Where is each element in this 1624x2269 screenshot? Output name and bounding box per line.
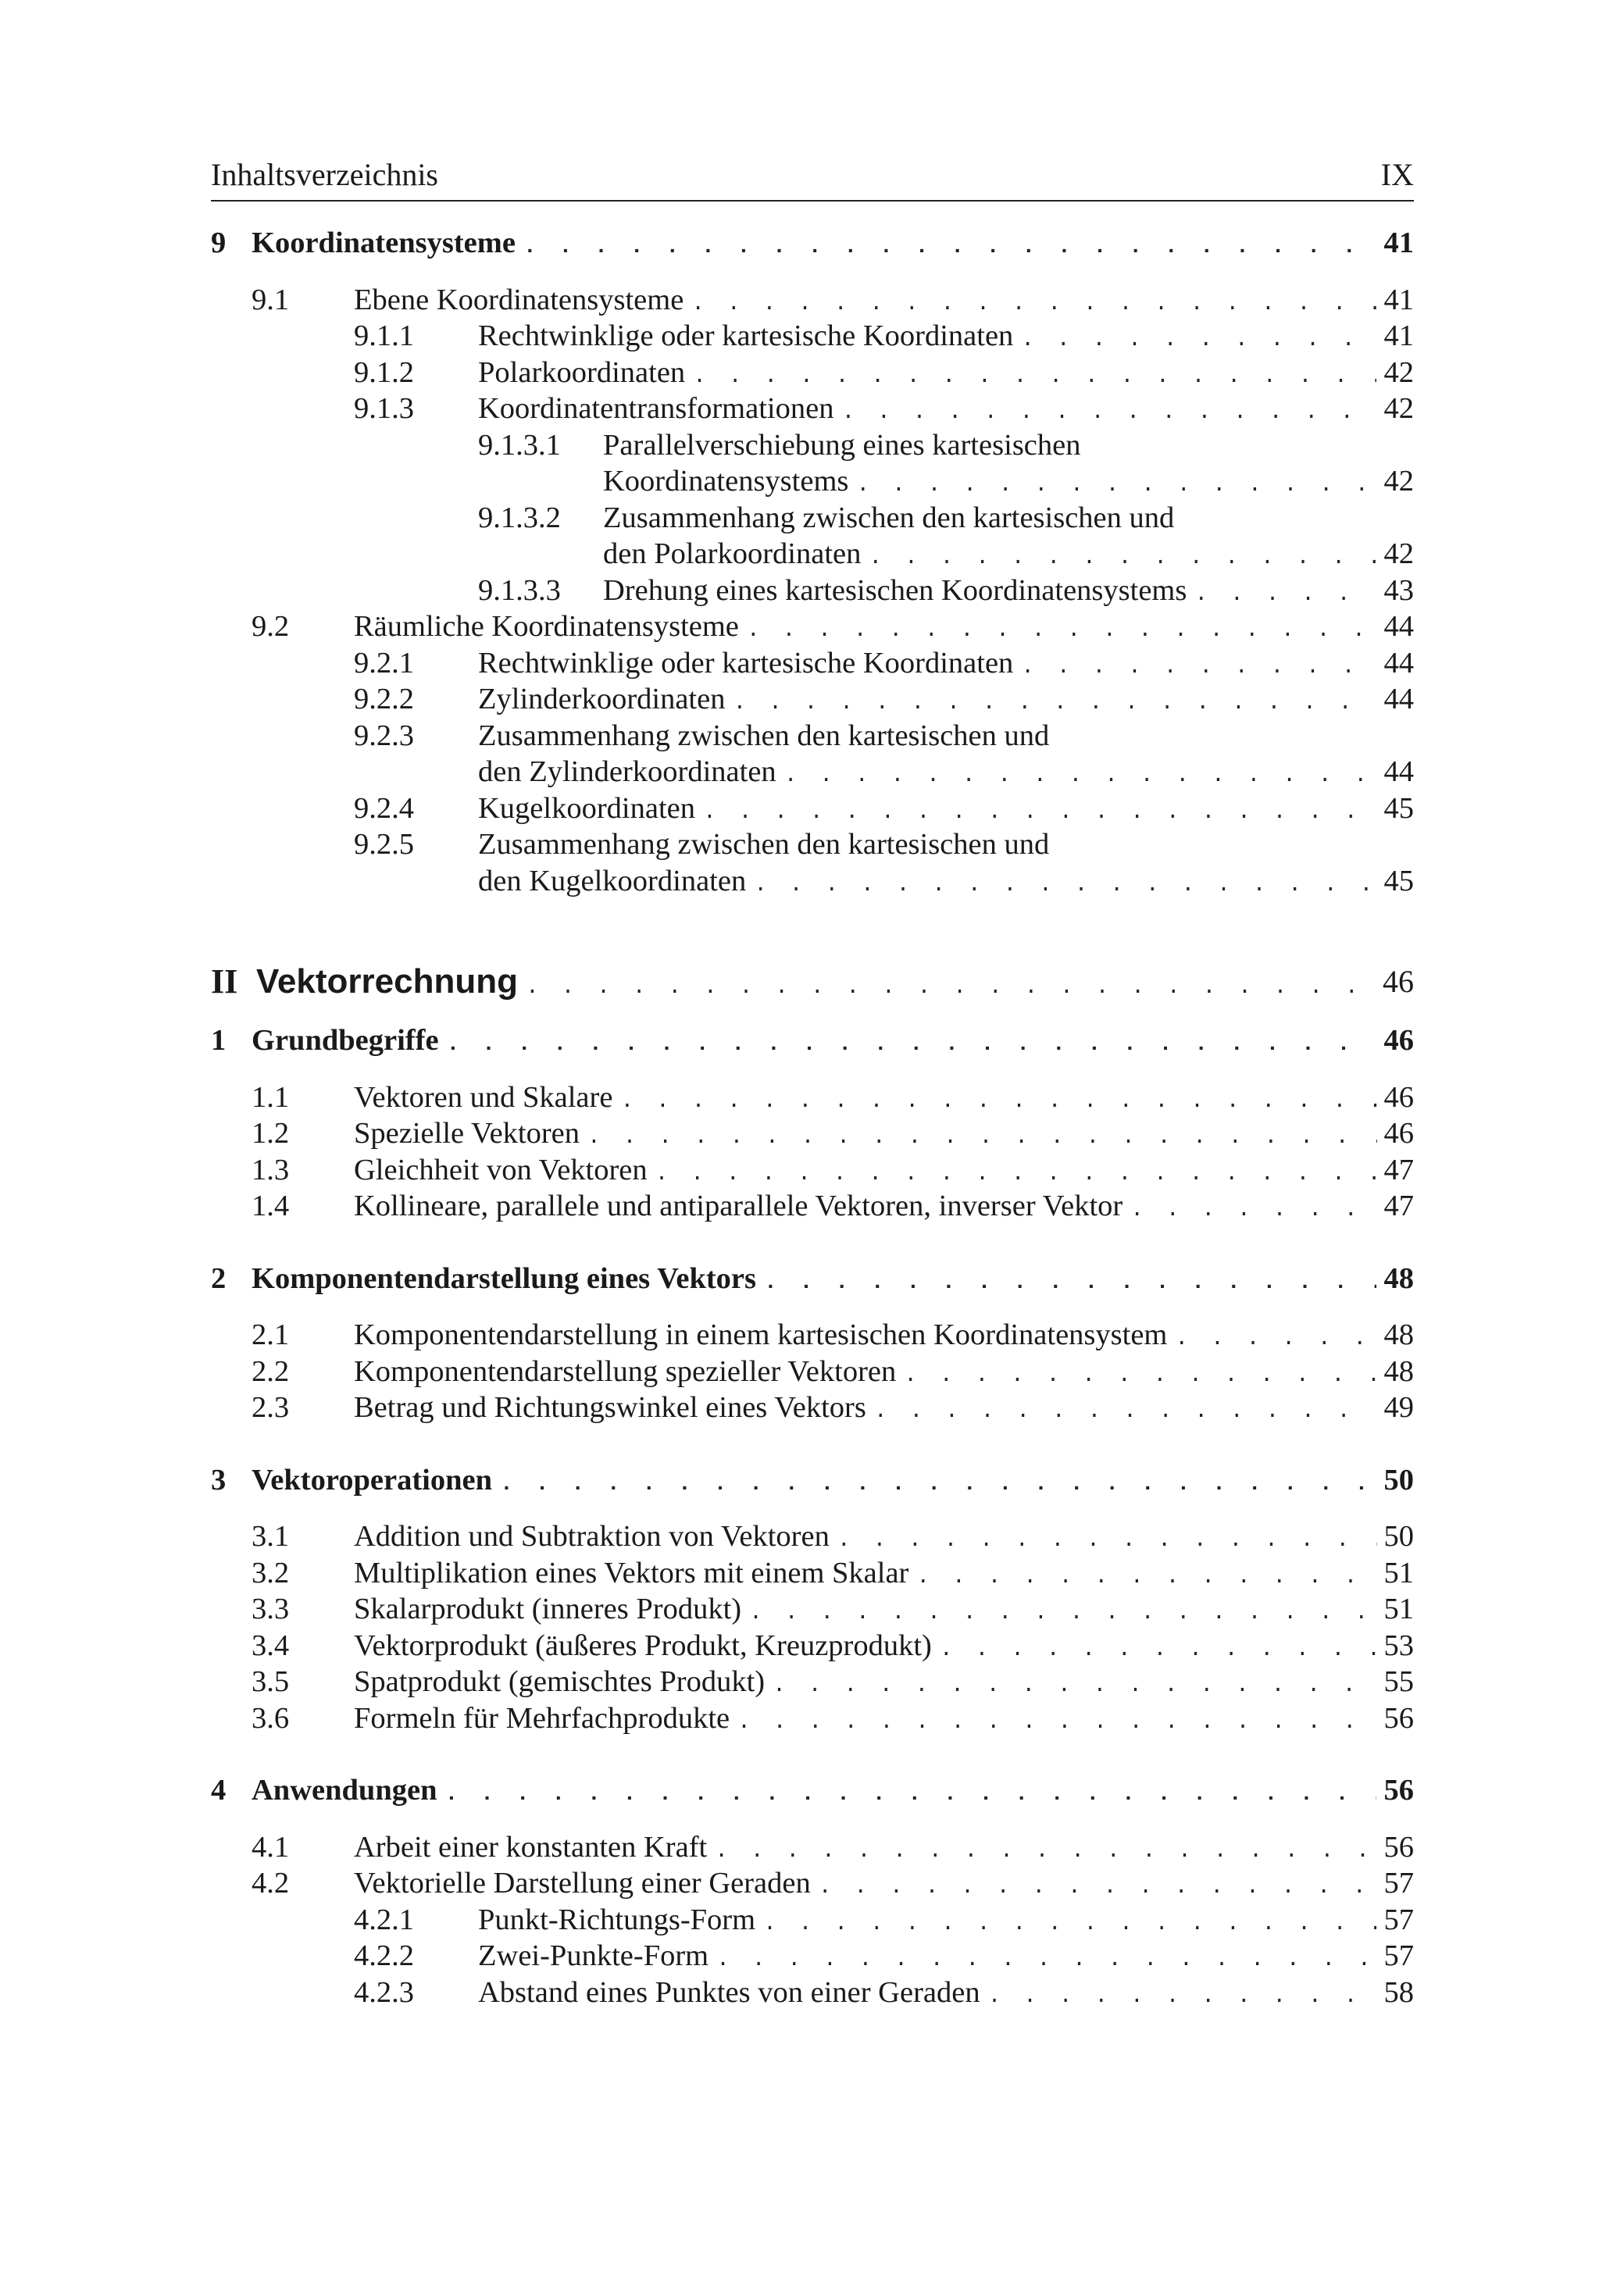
entry-number: 1.4 xyxy=(252,1190,290,1222)
dot-leader xyxy=(988,1979,1376,2016)
entry-title: Grundbegriffe xyxy=(252,1024,439,1057)
entry-number: 4.2 xyxy=(252,1867,290,1900)
entry-page: 48 xyxy=(1383,1354,1414,1388)
entry-page: 57 xyxy=(1383,1903,1414,1936)
entry-number: 3.2 xyxy=(252,1556,290,1589)
entry-number: 9.2 xyxy=(252,610,290,643)
entry-number: 4.2.3 xyxy=(354,1975,414,2009)
entry-title: Ebene Koordinatensysteme xyxy=(354,283,684,316)
entry-title: Koordinatentransformationen xyxy=(478,392,834,425)
toc-entry-chapter xyxy=(211,1261,1414,1297)
entry-page: 50 xyxy=(1383,1520,1414,1553)
entry-title: Rechtwinklige oder kartesische Koordinaten xyxy=(478,646,1014,680)
toc-entry-continuation xyxy=(211,863,1414,900)
entry-title: Zylinderkoordinaten xyxy=(478,683,726,715)
entry-number: 1.3 xyxy=(252,1153,290,1186)
entry-number: 4 xyxy=(211,1774,227,1807)
entry-title-continued: den Zylinderkoordinaten xyxy=(478,755,776,788)
entry-title: Formeln für Mehrfachprodukte xyxy=(354,1701,730,1735)
entry-number: 3.4 xyxy=(252,1629,290,1662)
dot-leader xyxy=(737,1705,1377,1742)
entry-number: 4.1 xyxy=(252,1830,290,1864)
entry-number: 4.2.1 xyxy=(354,1903,414,1936)
toc-entry-part xyxy=(211,961,1414,1002)
entry-number: 9.2.4 xyxy=(354,791,414,825)
entry-number: 2.2 xyxy=(252,1354,290,1388)
entry-title: Koordinatensysteme xyxy=(252,227,516,259)
entry-page: 51 xyxy=(1383,1556,1414,1589)
entry-page: 49 xyxy=(1383,1391,1414,1424)
entry-title: Skalarprodukt (inneres Produkt) xyxy=(354,1593,742,1625)
toc-entry-subsection xyxy=(211,1902,1414,1939)
entry-number: 9.1.3.3 xyxy=(478,573,561,607)
entry-title: Gleichheit von Vektoren xyxy=(354,1153,648,1186)
toc-entry-subsection xyxy=(211,1975,1414,2011)
entry-page: 46 xyxy=(1383,964,1414,999)
entry-title: Vektorielle Darstellung einer Geraden xyxy=(354,1867,811,1900)
toc-entry-section xyxy=(211,1079,1414,1116)
entry-page: 41 xyxy=(1383,319,1414,352)
entry-number: 9.2.1 xyxy=(354,646,414,680)
entry-number: 9.2.2 xyxy=(354,683,414,715)
toc-entry-chapter xyxy=(211,1462,1414,1499)
entry-page: 53 xyxy=(1383,1629,1414,1662)
entry-page: 48 xyxy=(1383,1318,1414,1351)
toc-entry-subsection xyxy=(211,645,1414,682)
dot-leader xyxy=(447,1027,1376,1064)
entry-title: Betrag und Richtungswinkel eines Vektors xyxy=(354,1391,866,1424)
entry-page: 46 xyxy=(1383,1080,1414,1114)
toc-entry-subsubsection xyxy=(211,427,1414,464)
entry-page: 47 xyxy=(1383,1153,1414,1186)
toc-entry-subsection xyxy=(211,391,1414,427)
toc-entry-section xyxy=(211,1317,1414,1354)
toc-entry-section xyxy=(211,282,1414,319)
entry-title: Polarkoordinaten xyxy=(478,355,686,389)
entry-number: 9.2.5 xyxy=(354,828,414,861)
entry-page: 46 xyxy=(1383,1117,1414,1150)
dot-leader xyxy=(764,1265,1376,1302)
toc-entry-section xyxy=(211,1354,1414,1390)
entry-title-continued: den Polarkoordinaten xyxy=(603,537,862,570)
entry-page: 41 xyxy=(1383,283,1414,316)
toc-entry-continuation xyxy=(211,463,1414,500)
dot-leader xyxy=(874,1394,1377,1431)
entry-number: 3.6 xyxy=(252,1701,290,1735)
entry-page: 55 xyxy=(1383,1665,1414,1698)
entry-page: 47 xyxy=(1383,1190,1414,1222)
entry-page: 42 xyxy=(1383,465,1414,498)
entry-title: Parallelverschiebung eines kartesischen xyxy=(603,428,1081,462)
entry-page: 44 xyxy=(1383,646,1414,680)
entry-number: 1.1 xyxy=(252,1080,290,1114)
toc-entry-chapter xyxy=(211,225,1414,262)
entry-title: Spatprodukt (gemischtes Produkt) xyxy=(354,1665,766,1698)
entry-number: 9 xyxy=(211,227,227,259)
entry-number: 3.1 xyxy=(252,1520,290,1553)
page-header xyxy=(211,153,1414,202)
entry-title: Komponentendarstellung eines Vektors xyxy=(252,1261,757,1295)
page-number-roman: IX xyxy=(1380,157,1414,192)
entry-title: Räumliche Koordinatensysteme xyxy=(354,610,739,643)
toc-entry-subsection xyxy=(211,681,1414,718)
entry-page: 45 xyxy=(1383,791,1414,825)
toc-entry-section xyxy=(211,1518,1414,1555)
toc-entry-subsection xyxy=(211,1938,1414,1975)
toc-entry-continuation xyxy=(211,536,1414,573)
toc-entry-section xyxy=(211,1591,1414,1628)
toc-entry-section xyxy=(211,1188,1414,1225)
entry-page: 56 xyxy=(1383,1830,1414,1864)
entry-number: 2 xyxy=(211,1261,227,1295)
entry-title: Multiplikation eines Vektors mit einem Skalar xyxy=(354,1556,909,1589)
dot-leader xyxy=(500,1467,1376,1504)
toc-entry-section xyxy=(211,1628,1414,1664)
entry-page: 48 xyxy=(1383,1261,1414,1295)
entry-number: 3.3 xyxy=(252,1593,290,1625)
entry-page: 46 xyxy=(1383,1024,1414,1057)
entry-number: 9.2.3 xyxy=(354,719,414,752)
entry-number: 1 xyxy=(211,1024,227,1057)
entry-title: Vektoren und Skalare xyxy=(354,1080,613,1114)
entry-title: Zusammenhang zwischen den kartesischen und xyxy=(603,501,1175,534)
entry-title: Punkt-Richtungs-Form xyxy=(478,1903,756,1936)
entry-page: 56 xyxy=(1383,1774,1414,1807)
entry-title: Kollineare, parallele und antiparallele Vektoren, inverser Vektor xyxy=(354,1190,1123,1222)
toc-entry-continuation xyxy=(211,754,1414,790)
toc-page xyxy=(211,153,1414,2010)
entry-page: 51 xyxy=(1383,1593,1414,1625)
dot-leader xyxy=(523,230,1376,266)
toc-entry-section xyxy=(211,1152,1414,1189)
entry-number: 2.1 xyxy=(252,1318,290,1351)
entry-number: 3.5 xyxy=(252,1665,290,1698)
dot-leader xyxy=(445,1777,1376,1814)
entry-title: Addition und Subtraktion von Vektoren xyxy=(354,1520,830,1553)
entry-title: Spezielle Vektoren xyxy=(354,1117,580,1150)
entry-title: Rechtwinklige oder kartesische Koordinaten xyxy=(478,319,1014,352)
entry-page: 56 xyxy=(1383,1701,1414,1735)
entry-number: 2.3 xyxy=(252,1391,290,1424)
toc-entry-chapter xyxy=(211,1772,1414,1809)
entry-title-continued: den Kugelkoordinaten xyxy=(478,864,747,897)
entry-number: 3 xyxy=(211,1463,227,1497)
entry-title: Drehung eines kartesischen Koordinatensystems xyxy=(603,573,1187,607)
entry-title: Abstand eines Punktes von einer Geraden xyxy=(478,1975,980,2009)
entry-number: 9.1.2 xyxy=(354,355,414,389)
entry-page: 57 xyxy=(1383,1939,1414,1972)
dot-leader xyxy=(1130,1193,1377,1229)
toc-entry-subsection xyxy=(211,318,1414,355)
entry-number: 4.2.2 xyxy=(354,1939,414,1972)
entry-title: Vektorrechnung xyxy=(256,962,518,1001)
entry-title: Zusammenhang zwischen den kartesischen und xyxy=(478,719,1050,752)
entry-page: 44 xyxy=(1383,610,1414,643)
entry-page: 41 xyxy=(1383,227,1414,259)
entry-title: Zusammenhang zwischen den kartesischen und xyxy=(478,828,1050,861)
entry-number: 9.1.3.1 xyxy=(478,428,561,462)
toc-entry-section xyxy=(211,1390,1414,1426)
toc-entry-section xyxy=(211,1555,1414,1592)
entry-number: II xyxy=(211,962,238,1001)
dot-leader xyxy=(526,968,1376,1008)
entry-title: Vektorprodukt (äußeres Produkt, Kreuzprodukt) xyxy=(354,1629,932,1662)
entry-title-continued: Koordinatensystems xyxy=(603,465,849,498)
toc-entry-chapter xyxy=(211,1022,1414,1059)
entry-title: Komponentendarstellung spezieller Vektoren xyxy=(354,1354,897,1388)
toc-entry-section xyxy=(211,1664,1414,1700)
entry-page: 50 xyxy=(1383,1463,1414,1497)
toc-entry-section xyxy=(211,1829,1414,1866)
dot-leader xyxy=(754,868,1376,904)
entry-title: Anwendungen xyxy=(252,1774,437,1807)
entry-number: 9.1.3.2 xyxy=(478,501,561,534)
toc-entry-subsubsection xyxy=(211,500,1414,537)
entry-page: 45 xyxy=(1383,864,1414,897)
entry-page: 58 xyxy=(1383,1975,1414,2009)
toc-entry-subsection xyxy=(211,826,1414,863)
entry-title: Zwei-Punkte-Form xyxy=(478,1939,709,1972)
entry-number: 9.1 xyxy=(252,283,290,316)
toc-entry-section xyxy=(211,608,1414,645)
running-title: Inhaltsverzeichnis xyxy=(211,157,438,192)
entry-page: 44 xyxy=(1383,683,1414,715)
table-of-contents xyxy=(211,225,1414,2010)
entry-title: Komponentendarstellung in einem kartesischen Koordinatensystem xyxy=(354,1318,1168,1351)
toc-entry-subsection xyxy=(211,790,1414,827)
entry-number: 1.2 xyxy=(252,1117,290,1150)
entry-page: 57 xyxy=(1383,1867,1414,1900)
entry-page: 43 xyxy=(1383,573,1414,607)
toc-entry-section xyxy=(211,1115,1414,1152)
entry-page: 42 xyxy=(1383,537,1414,570)
toc-entry-section xyxy=(211,1700,1414,1737)
entry-number: 9.1.3 xyxy=(354,392,414,425)
toc-entry-subsubsection xyxy=(211,573,1414,609)
entry-page: 44 xyxy=(1383,755,1414,788)
entry-page: 42 xyxy=(1383,392,1414,425)
toc-entry-section xyxy=(211,1865,1414,1902)
entry-title: Kugelkoordinaten xyxy=(478,791,695,825)
toc-entry-subsection xyxy=(211,355,1414,391)
entry-page: 42 xyxy=(1383,355,1414,389)
toc-entry-subsection xyxy=(211,718,1414,755)
entry-title: Vektoroperationen xyxy=(252,1463,492,1497)
entry-number: 9.1.1 xyxy=(354,319,414,352)
entry-title: Arbeit einer konstanten Kraft xyxy=(354,1830,708,1864)
